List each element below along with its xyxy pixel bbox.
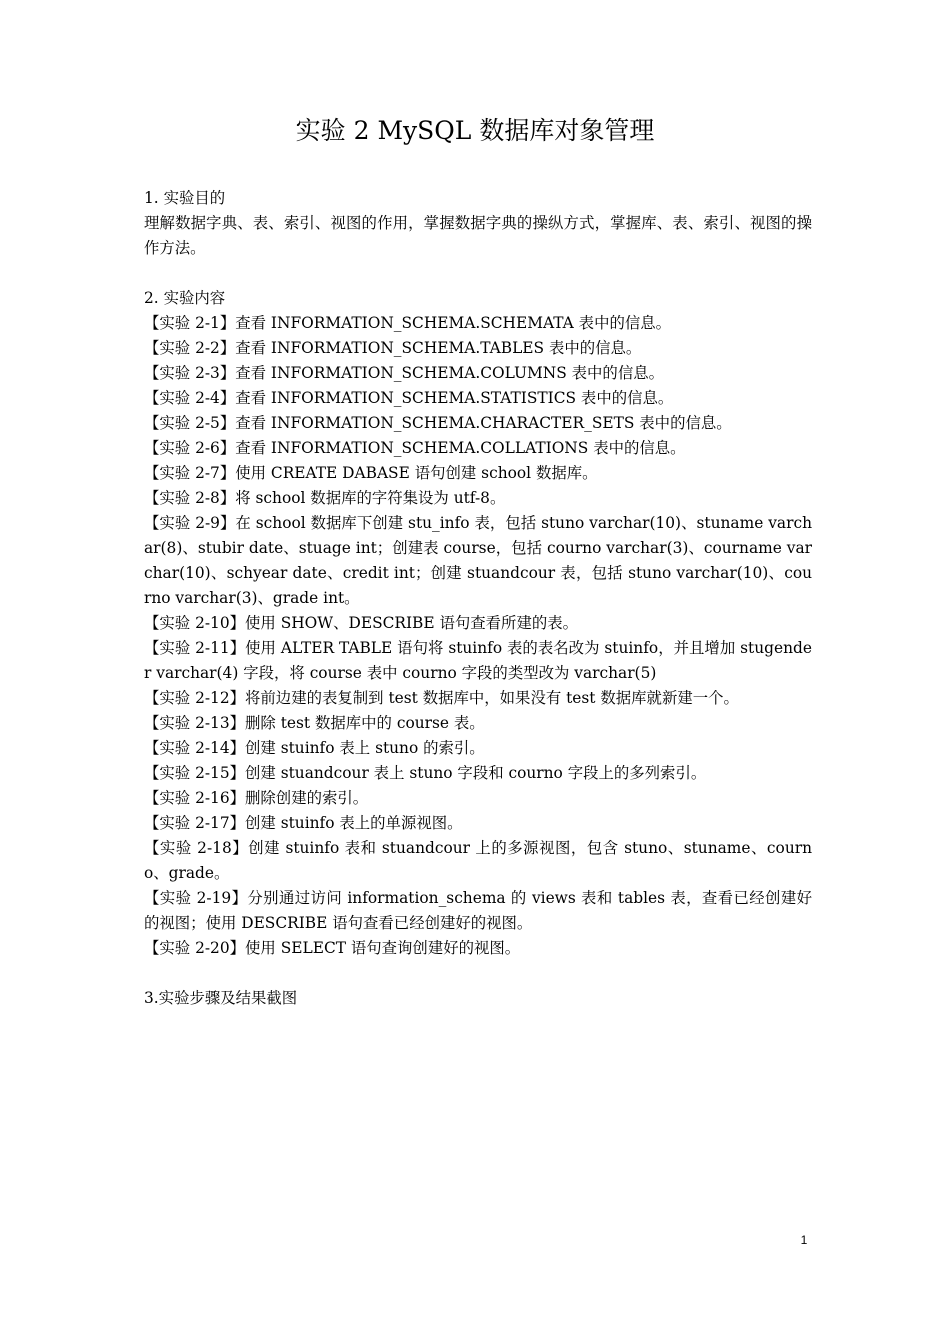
experiment-item: 【实验 2-10】使用 SHOW、DESCRIBE 语句查看所建的表。 [144, 614, 579, 632]
experiment-item: 【实验 2-15】创建 stuandcour 表上 stuno 字段和 courno 字段上的多列索引。 [144, 764, 707, 782]
experiment-item: 【实验 2-14】创建 stuinfo 表上 stuno 的索引。 [144, 739, 485, 757]
experiment-item: 【实验 2-19】分别通过访问 information_schema 的 views 表和 tables 表，查看已经创建好的视图；使用 DESCRIBE 语句查看已经创建好的视图。 [144, 889, 812, 932]
experiment-item: 【实验 2-11】使用 ALTER TABLE 语句将 stuinfo 表的表名改为 stuinfo，并且增加 stugender varchar(4) 字段，将 course 表中 courno 字段的类型改为 varchar(5) [144, 639, 812, 682]
experiment-item: 【实验 2-9】在 school 数据库下创建 stu_info 表，包括 stuno varchar(10)、stuname varchar(8)、stubir date、stuage int；创建表 course，包括 courno varchar(3)、courname varchar(10)、schyear date、credit int；创建 stuandcour 表，包括 stuno varchar(10)、courno varchar(3)、grade int。 [144, 514, 812, 607]
experiment-item: 【实验 2-5】查看 INFORMATION_SCHEMA.CHARACTER_SETS 表中的信息。 [144, 414, 732, 432]
experiment-item: 【实验 2-20】使用 SELECT 语句查询创建好的视图。 [144, 939, 521, 957]
section-heading-content: 2. 实验内容 [144, 289, 226, 307]
document-body [144, 186, 812, 1011]
spacer [144, 961, 812, 986]
experiment-item: 【实验 2-6】查看 INFORMATION_SCHEMA.COLLATIONS 表中的信息。 [144, 439, 686, 457]
experiment-item: 【实验 2-17】创建 stuinfo 表上的单源视图。 [144, 814, 463, 832]
experiment-item: 【实验 2-4】查看 INFORMATION_SCHEMA.STATISTICS 表中的信息。 [144, 389, 674, 407]
section-heading-purpose: 1. 实验目的 [144, 189, 226, 207]
experiment-item: 【实验 2-12】将前边建的表复制到 test 数据库中，如果没有 test 数据库就新建一个。 [144, 689, 739, 707]
experiment-item: 【实验 2-2】查看 INFORMATION_SCHEMA.TABLES 表中的信息。 [144, 339, 642, 357]
spacer [144, 261, 812, 286]
experiment-item: 【实验 2-16】删除创建的索引。 [144, 789, 369, 807]
page-number: 1 [800, 1233, 808, 1247]
experiment-item: 【实验 2-7】使用 CREATE DABASE 语句创建 school 数据库。 [144, 464, 598, 482]
experiment-item: 【实验 2-3】查看 INFORMATION_SCHEMA.COLUMNS 表中的信息。 [144, 364, 664, 382]
experiment-item: 【实验 2-18】创建 stuinfo 表和 stuandcour 上的多源视图，包含 stuno、stuname、courno、grade。 [144, 839, 812, 882]
purpose-paragraph: 理解数据字典、表、索引、视图的作用，掌握数据字典的操纵方式，掌握库、表、索引、视图的操作方法。 [144, 214, 812, 257]
experiment-item: 【实验 2-13】删除 test 数据库中的 course 表。 [144, 714, 485, 732]
experiment-item: 【实验 2-8】将 school 数据库的字符集设为 utf-8。 [144, 489, 506, 507]
experiment-item: 【实验 2-1】查看 INFORMATION_SCHEMA.SCHEMATA 表中的信息。 [144, 314, 672, 332]
document-title: 实验 2 MySQL 数据库对象管理 [295, 116, 655, 145]
section-heading-steps: 3.实验步骤及结果截图 [144, 989, 298, 1007]
